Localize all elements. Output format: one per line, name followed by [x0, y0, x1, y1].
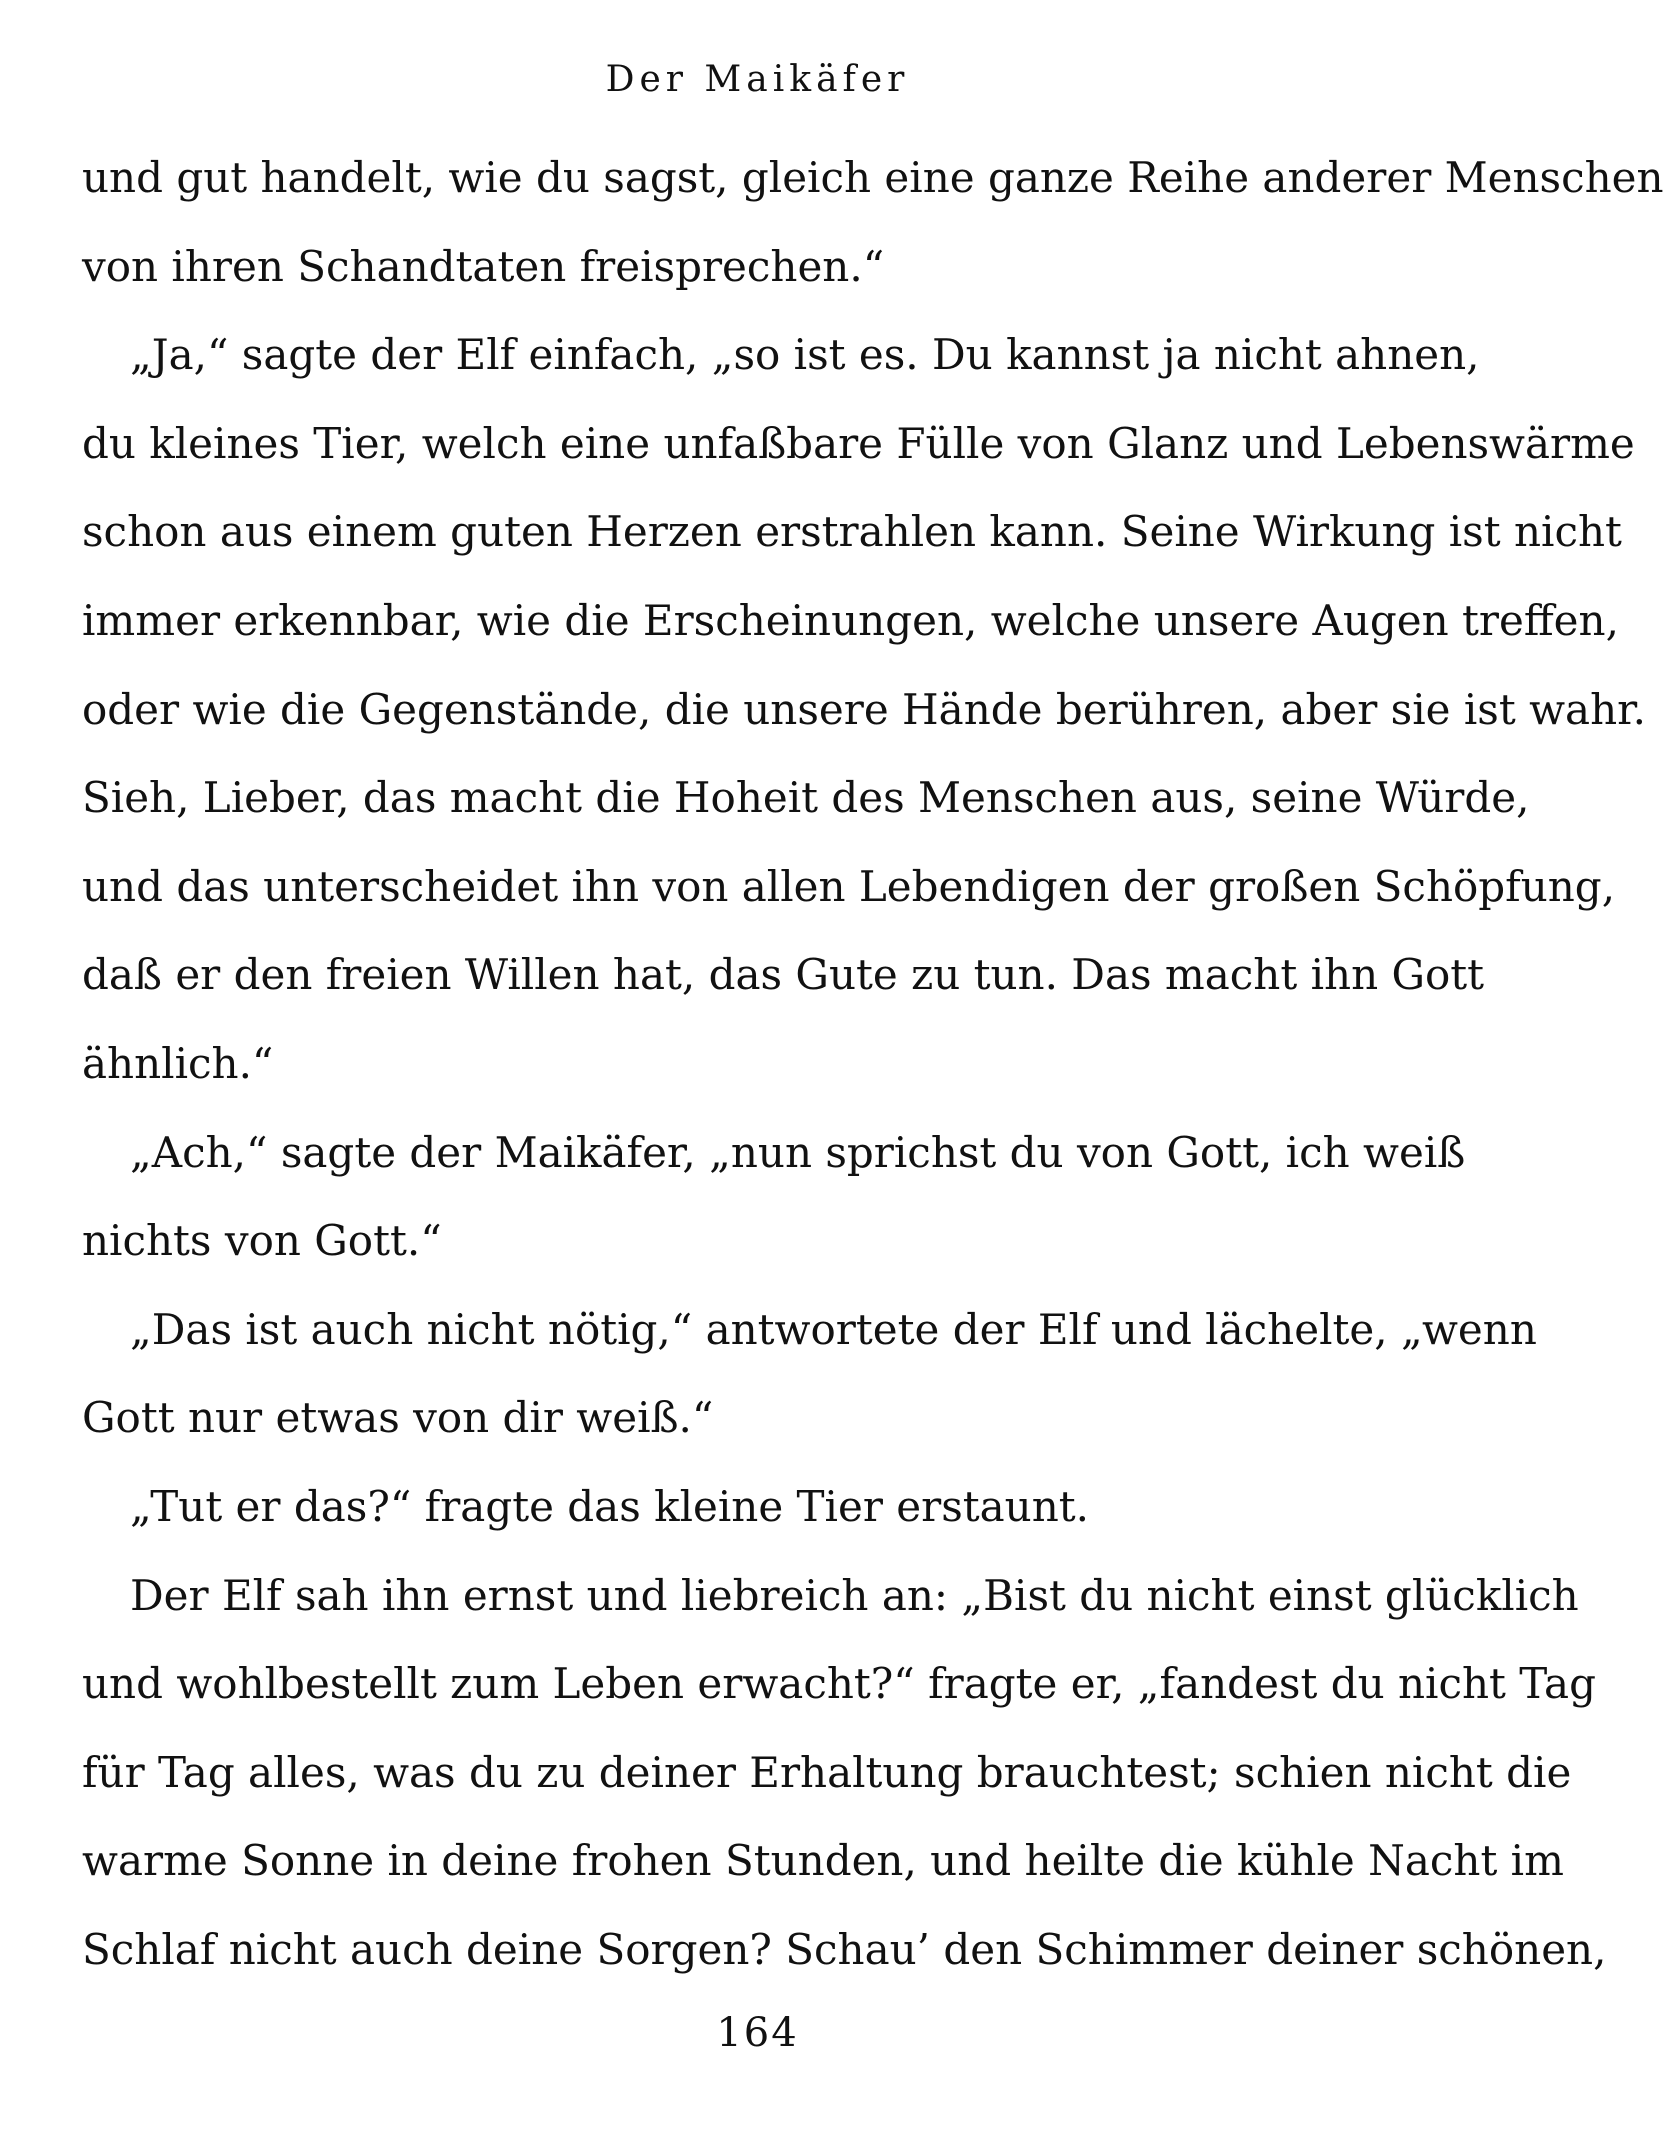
text-line: „Tut er das?“ fragte das kleine Tier erstaunt. — [130, 1481, 1090, 1531]
text-line: du kleines Tier, welch eine unfaßbare Fülle von Glanz und Lebenswärme — [82, 418, 1635, 468]
text-line: und gut handelt, wie du sagst, gleich eine ganze Reihe anderer Menschen — [82, 153, 1664, 202]
text-line: daß er den freien Willen hat, das Gute zu tun. Das macht ihn Gott — [82, 950, 1485, 1000]
text-line: oder wie die Gegenstände, die unsere Hände berühren, aber sie ist wahr. — [82, 684, 1646, 734]
text-line: und wohlbestellt zum Leben erwacht?“ fragte er, „fandest du nicht Tag — [82, 1659, 1596, 1709]
text-line: schon aus einem guten Herzen erstrahlen kann. Seine Wirkung ist nicht — [82, 507, 1622, 557]
text-line: „Ach,“ sagte der Maikäfer, „nun sprichst du von Gott, ich weiß — [130, 1127, 1466, 1177]
body-text — [82, 150, 1664, 2010]
text-line: nichts von Gott.“ — [82, 1216, 442, 1266]
text-line: Gott nur etwas von dir weiß.“ — [82, 1393, 714, 1443]
text-line: für Tag alles, was du zu deiner Erhaltung brauchtest; schien nicht die — [82, 1747, 1572, 1797]
text-line: von ihren Schandtaten freisprechen.“ — [82, 241, 885, 291]
text-line: „Ja,“ sagte der Elf einfach, „so ist es. Du kannst ja nicht ahnen, — [130, 330, 1480, 380]
text-line: ähnlich.“ — [82, 1038, 274, 1088]
text-line: Schlaf nicht auch deine Sorgen? Schau’ den Schimmer deiner schönen, — [82, 1924, 1607, 1974]
text-line: „Das ist auch nicht nötig,“ antwortete der Elf und lächelte, „wenn — [130, 1304, 1537, 1354]
text-line: Der Elf sah ihn ernst und liebreich an: „Bist du nicht einst glücklich — [130, 1570, 1579, 1620]
text-line: warme Sonne in deine frohen Stunden, und heilte die kühle Nacht im — [82, 1836, 1564, 1886]
running-head: Der Maikäfer — [605, 59, 910, 100]
page-number: 164 — [716, 2010, 799, 2056]
text-line: und das unterscheidet ihn von allen Lebendigen der großen Schöpfung, — [82, 861, 1616, 911]
text-line: Sieh, Lieber, das macht die Hoheit des Menschen aus, seine Würde, — [82, 773, 1530, 823]
text-line: immer erkennbar, wie die Erscheinungen, welche unsere Augen treffen, — [82, 595, 1619, 645]
